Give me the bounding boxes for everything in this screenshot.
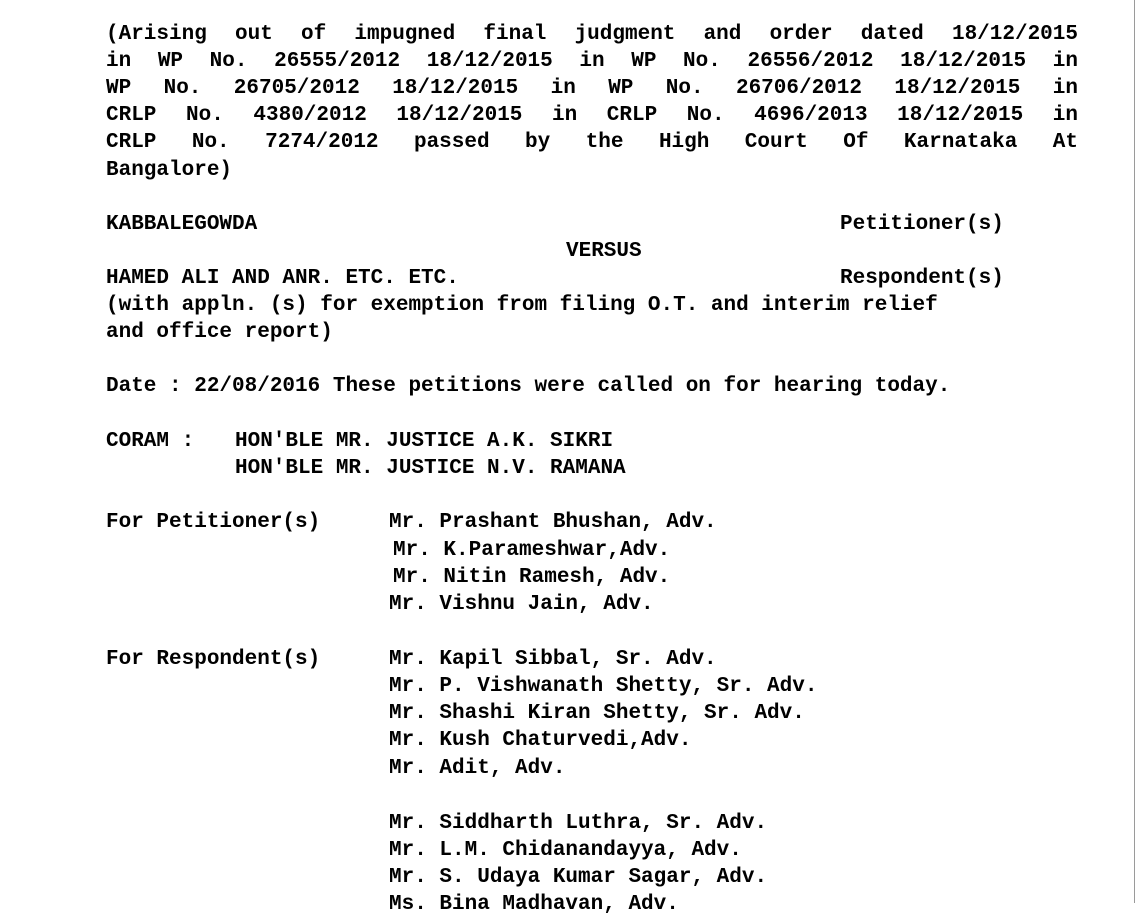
petitioner-advocate: Mr. Prashant Bhushan, Adv. xyxy=(389,511,717,534)
versus-label: VERSUS xyxy=(566,240,642,263)
respondent-advocate: Mr. S. Udaya Kumar Sagar, Adv. xyxy=(389,866,768,889)
arising-line-2: in WP No. 26555/2012 18/12/2015 in WP No. 26556/2012 18/12/2015 in xyxy=(106,50,1078,73)
arising-line-6: Bangalore) xyxy=(106,159,233,182)
appln-line-2: and office report) xyxy=(106,321,333,344)
arising-line-4: CRLP No. 4380/2012 18/12/2015 in CRLP No. 4696/2013 18/12/2015 in xyxy=(106,104,1078,127)
respondent-advocate: Mr. Adit, Adv. xyxy=(389,757,566,780)
respondent-label: Respondent(s) xyxy=(840,267,1004,290)
respondent-advocate: Ms. Bina Madhavan, Adv. xyxy=(389,893,679,916)
respondent-advocate: Mr. P. Vishwanath Shetty, Sr. Adv. xyxy=(389,675,818,698)
respondent-advocate: Mr. L.M. Chidanandayya, Adv. xyxy=(389,839,742,862)
arising-line-5: CRLP No. 7274/2012 passed by the High Court Of Karnataka At xyxy=(106,131,1078,154)
respondent-advocate: Mr. Siddharth Luthra, Sr. Adv. xyxy=(389,812,768,835)
respondent-advocate: Mr. Shashi Kiran Shetty, Sr. Adv. xyxy=(389,702,805,725)
arising-line-3: WP No. 26705/2012 18/12/2015 in WP No. 26706/2012 18/12/2015 in xyxy=(106,77,1078,100)
petitioner-name: KABBALEGOWDA xyxy=(106,213,258,236)
petitioner-advocate: Mr. Nitin Ramesh, Adv. xyxy=(393,566,671,589)
respondent-advocate: Mr. Kapil Sibbal, Sr. Adv. xyxy=(389,648,717,671)
appln-line-1: (with appln. (s) for exemption from filing O.T. and interim relief xyxy=(106,294,938,317)
hearing-date-line: Date : 22/08/2016 These petitions were called on for hearing today. xyxy=(106,375,951,398)
for-petitioner-label: For Petitioner(s) xyxy=(106,511,321,534)
arising-line-1: (Arising out of impugned final judgment and order dated 18/12/2015 xyxy=(106,23,1078,46)
coram-judge-1: HON'BLE MR. JUSTICE A.K. SIKRI xyxy=(235,430,614,453)
coram-judge-2: HON'BLE MR. JUSTICE N.V. RAMANA xyxy=(235,457,626,480)
petitioner-label: Petitioner(s) xyxy=(840,213,1004,236)
for-respondent-label: For Respondent(s) xyxy=(106,648,321,671)
respondent-advocate: Mr. Kush Chaturvedi,Adv. xyxy=(389,729,692,752)
petitioner-advocate: Mr. Vishnu Jain, Adv. xyxy=(389,593,654,616)
respondent-name: HAMED ALI AND ANR. ETC. ETC. xyxy=(106,267,459,290)
petitioner-advocate: Mr. K.Parameshwar,Adv. xyxy=(393,539,671,562)
coram-label: CORAM : xyxy=(106,430,195,453)
